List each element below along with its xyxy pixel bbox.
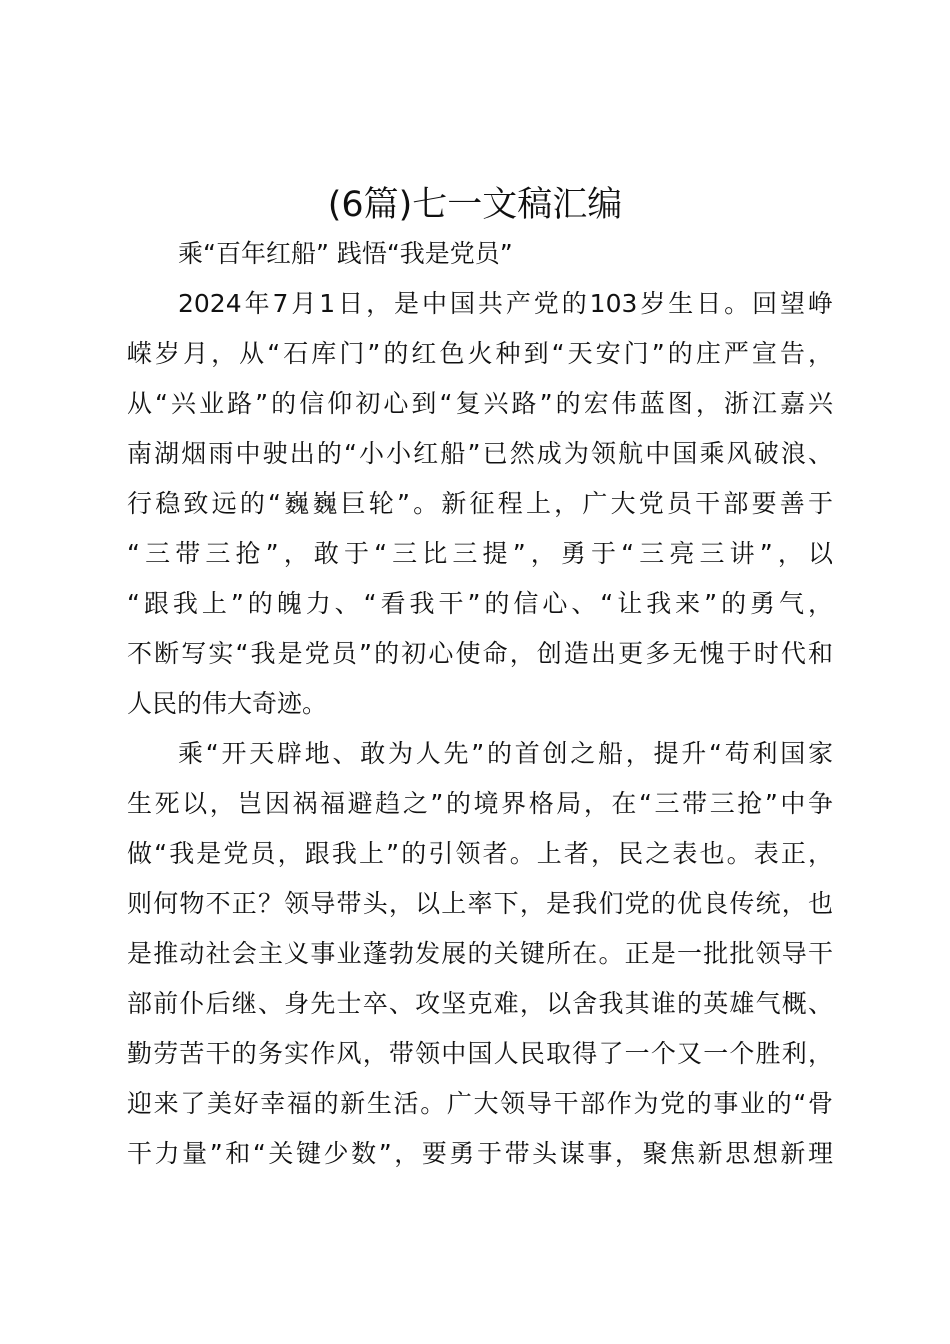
paragraph-line: 2024年7月1日，是中国共产党的103岁生日。回望峥 [178, 289, 833, 318]
document-body [127, 229, 833, 1179]
paragraph-line: “三带三抢”，敢于“三比三提”，勇于“三亮三讲”，以 [127, 539, 833, 568]
paragraph-line: 干力量”和“关键少数”，要勇于带头谋事，聚焦新思想新理 [127, 1139, 833, 1168]
paragraph-line: 是推动社会主义事业蓬勃发展的关键所在。正是一批批领导干 [127, 939, 833, 968]
document-title: (6篇)七一文稿汇编 [327, 185, 623, 225]
paragraph-line: 行稳致远的“巍巍巨轮”。新征程上，广大党员干部要善于 [127, 489, 833, 518]
paragraph-line: “跟我上”的魄力、“看我干”的信心、“让我来”的勇气， [127, 589, 833, 618]
paragraph-line: 人民的伟大奇迹。 [127, 689, 328, 718]
paragraph-line: 不断写实“我是党员”的初心使命，创造出更多无愧于时代和 [127, 639, 833, 668]
paragraph-line: 乘“开天辟地、敢为人先”的首创之船，提升“苟利国家 [178, 739, 833, 768]
paragraph-line: 嵘岁月，从“石库门”的红色火种到“天安门”的庄严宣告， [127, 339, 833, 368]
paragraph-line: 部前仆后继、身先士卒、攻坚克难，以舍我其谁的英雄气概、 [127, 989, 833, 1018]
paragraph-2 [127, 729, 833, 1179]
paragraph-1 [127, 279, 833, 729]
paragraph-line: 则何物不正？领导带头，以上率下，是我们党的优良传统，也 [127, 889, 833, 918]
paragraph-line: 做“我是党员，跟我上”的引领者。上者，民之表也。表正， [127, 839, 833, 868]
paragraph-line: 勤劳苦干的务实作风，带领中国人民取得了一个又一个胜利， [127, 1039, 833, 1068]
paragraph-line: 生死以，岂因祸福避趋之”的境界格局，在“三带三抢”中争 [127, 789, 833, 818]
paragraph-line: 从“兴业路”的信仰初心到“复兴路”的宏伟蓝图，浙江嘉兴 [127, 389, 833, 418]
paragraph-line: 南湖烟雨中驶出的“小小红船”已然成为领航中国乘风破浪、 [127, 439, 833, 468]
paragraph-line: 迎来了美好幸福的新生活。广大领导干部作为党的事业的“骨 [127, 1089, 833, 1118]
document-subtitle: 乘“百年红船” 践悟“我是党员” [178, 239, 513, 268]
